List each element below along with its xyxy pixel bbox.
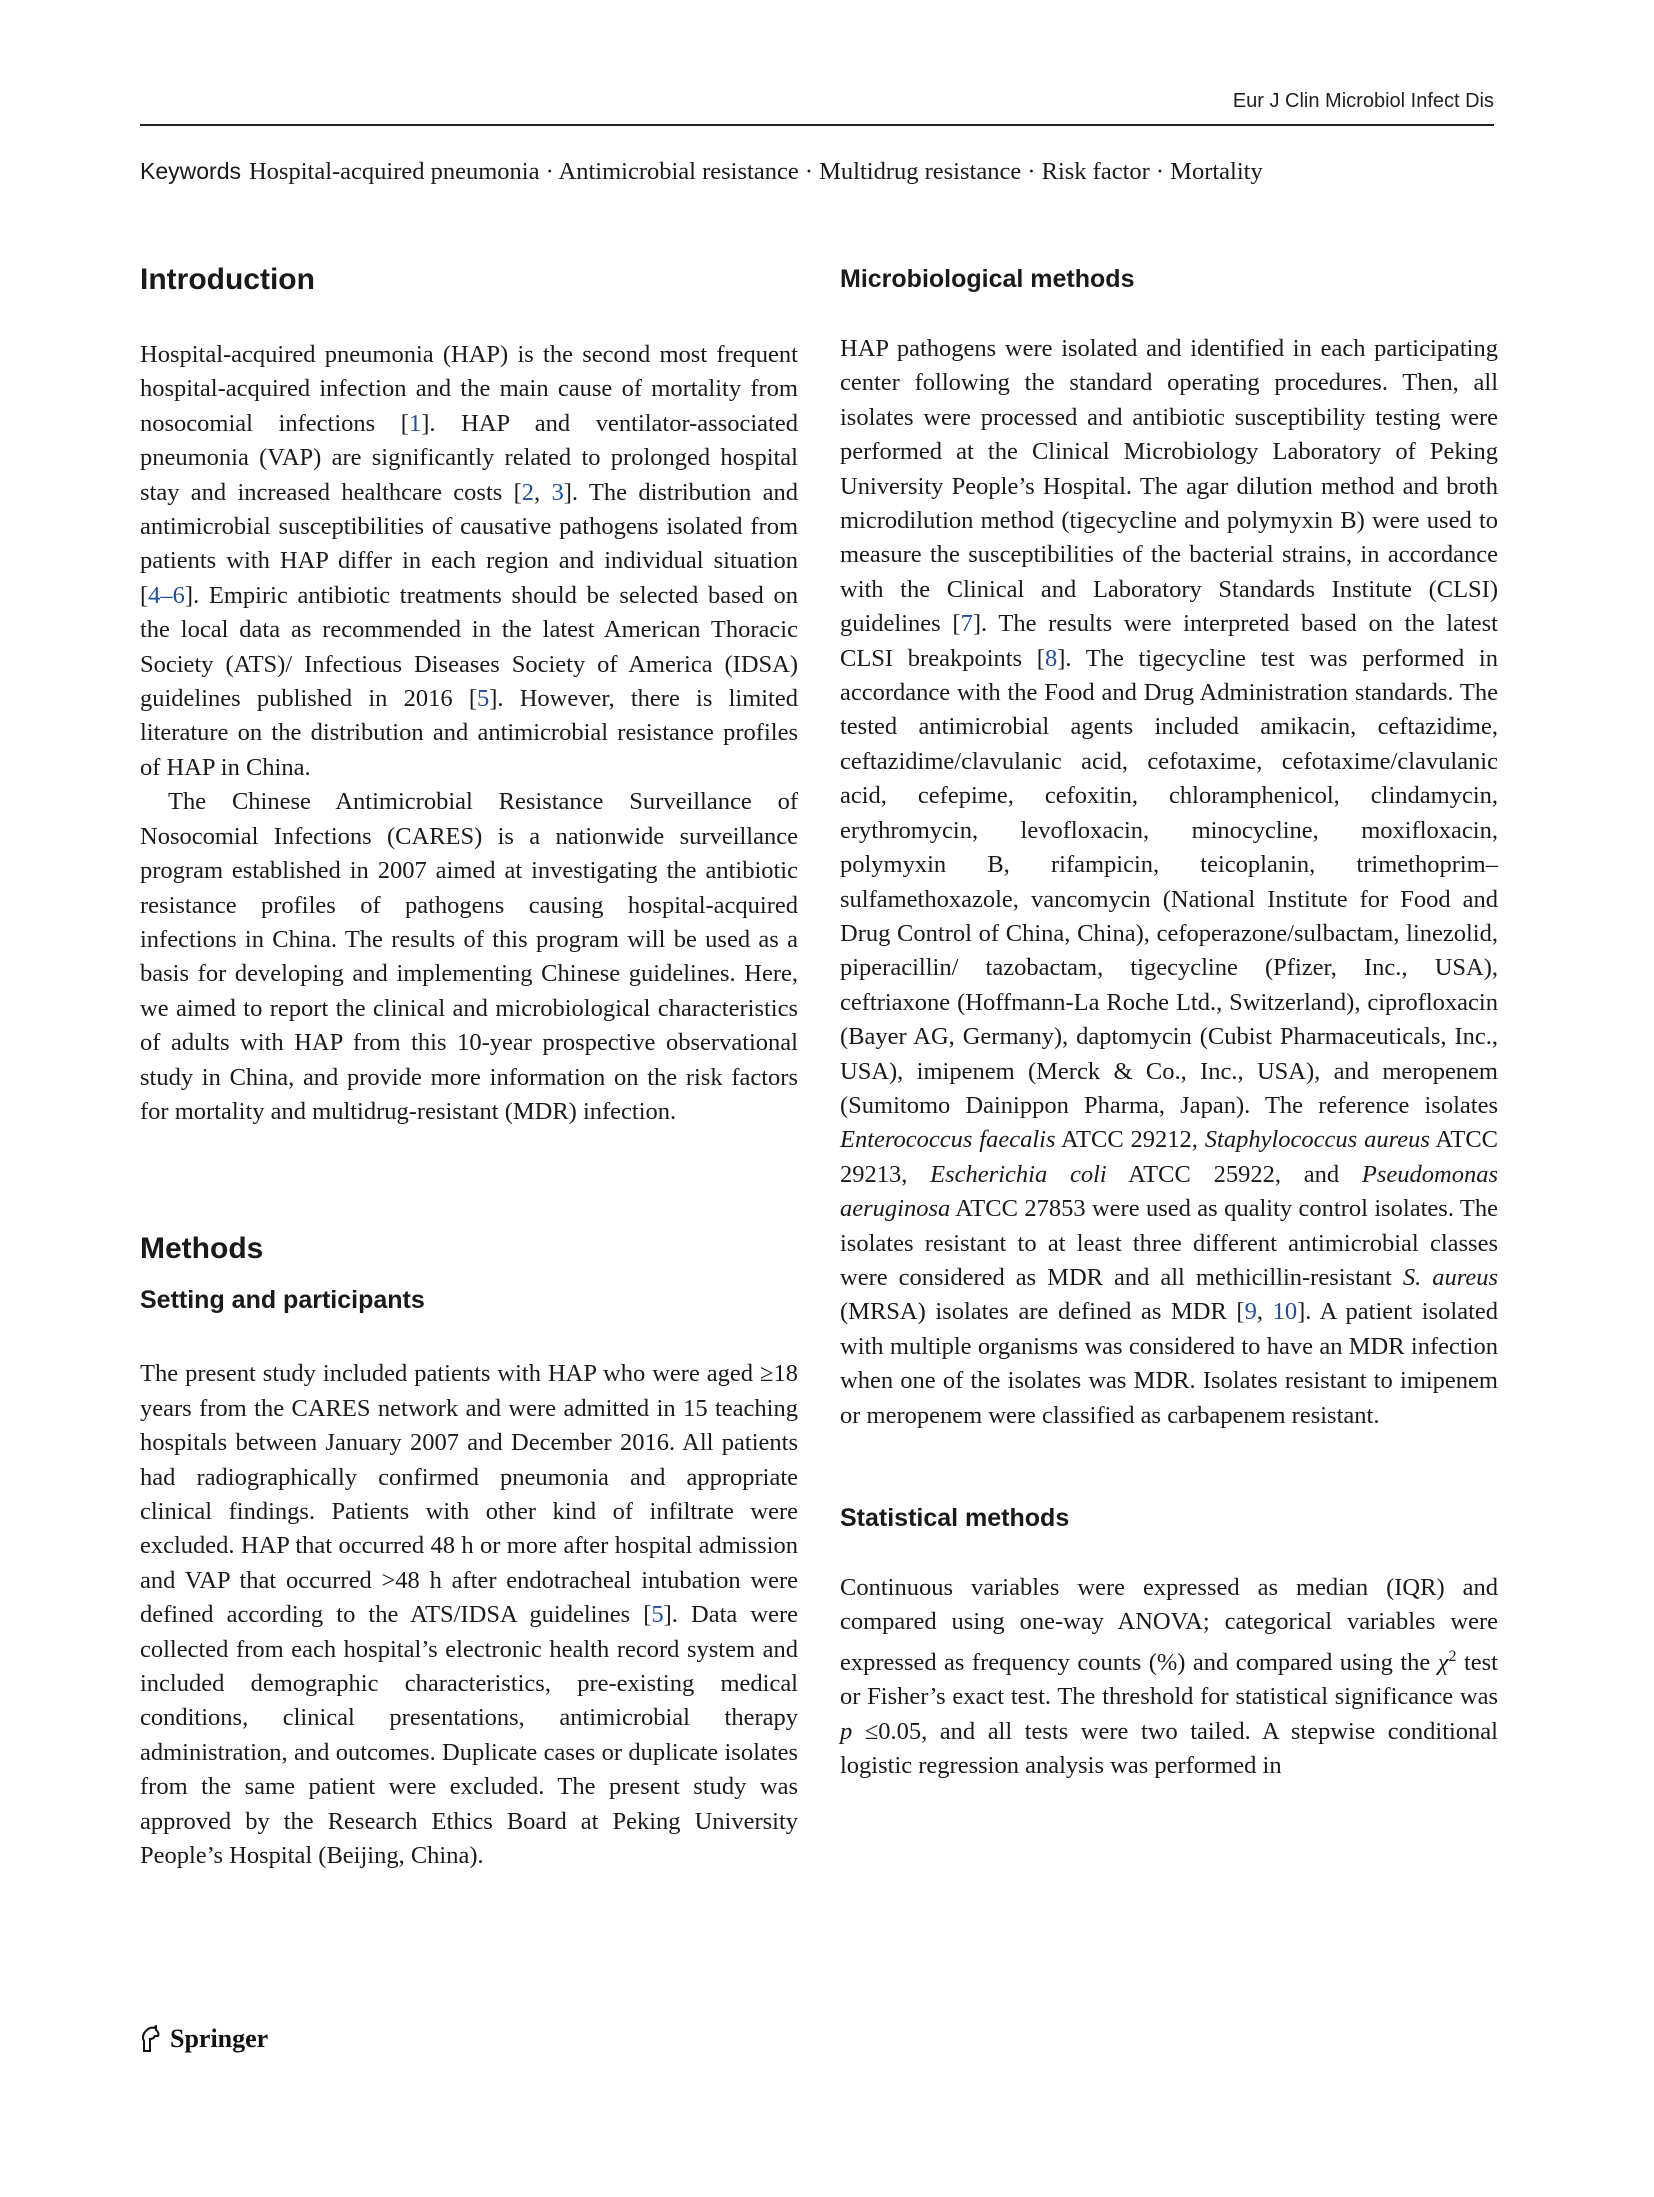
statistical-methods-heading: Statistical methods <box>840 1504 1070 1532</box>
journal-title: Eur J Clin Microbiol Infect Dis <box>1232 90 1494 112</box>
microbiological-methods-heading: Microbiological methods <box>840 265 1135 293</box>
left-column <box>140 262 798 1873</box>
methods-heading: Methods <box>140 1232 264 1266</box>
keywords-text: Hospital-acquired pneumonia · Antimicrobial resistance · Multidrug resistance · Risk factor · Mortality <box>248 158 1263 185</box>
introduction-paragraph-1: Hospital-acquired pneumonia (HAP) is the second most frequent hospital-acquired infection and the main cause of mortality from nosocomial infections [1]. HAP and ventilator-associated pneumonia (VAP) are significantly related to prolonged hospital stay and increased healthcare costs [2, 3]. The distribution and antimicrobial susceptibilities of causative pathogens isolated from patients with HAP differ in each region and individual situation [4–6]. Empiric antibiotic treatments should be selected based on the local data as recommended in the latest American Thoracic Society (ATS)/ Infectious Diseases Society of America (IDSA) guidelines published in 2016 [5]. However, there is limited literature on the distribution and antimicrobial resistance profiles of HAP in China. <box>140 341 798 781</box>
citation-link[interactable]: 2 <box>521 478 535 506</box>
springer-horse-icon <box>138 2025 162 2053</box>
setting-heading: Setting and participants <box>140 1286 425 1315</box>
citation-link[interactable]: 3 <box>551 478 564 506</box>
introduction-heading: Introduction <box>140 263 315 296</box>
keywords-line <box>140 158 1500 186</box>
right-column <box>840 264 1498 1784</box>
introduction-paragraph-2: The Chinese Antimicrobial Resistance Surveillance of Nosocomial Infections (CARES) is a nationwide surveillance program established in 2007 aimed at investigating the antibiotic resistance profiles of pathogens causing hospital-acquired infections in China. The results of this program will be used as a basis for developing and implementing Chinese guidelines. Here, we aimed to report the clinical and microbiological characteristics of adults with HAP from this 10-year prospective observational study in China, and provide more information on the risk factors for mortality and multidrug-resistant (MDR) infection. <box>140 788 798 1125</box>
citation-link[interactable]: 5 <box>651 1601 664 1629</box>
citation-link[interactable]: 1 <box>408 409 422 437</box>
citation-link[interactable]: 8 <box>1044 644 1058 672</box>
citation-link[interactable]: 7 <box>960 610 973 638</box>
citation-link[interactable]: 4–6 <box>148 581 185 609</box>
citation-link[interactable]: 10 <box>1272 1298 1298 1326</box>
statistical-methods-paragraph: Continuous variables were expressed as median (IQR) and compared using one-way ANOVA; categorical variables were expressed as frequency counts (%) and compared using the $\chi^2$ test or Fisher’s exact test. The threshold for statistical significance was p ≤0.05, and all tests were two tailed. A stepwise conditional logistic regression analysis was performed in <box>840 1574 1498 1780</box>
publisher-name: Springer <box>170 2024 269 2053</box>
setting-paragraph: The present study included patients with HAP who were aged ≥18 years from the CARES network and were admitted in 15 teaching hospitals between January 2007 and December 2016. All patients had radiographically confirmed pneumonia and appropriate clinical findings. Patients with other kind of infiltrate were excluded. HAP that occurred 48 h or more after hospital admission and VAP that occurred >48 h after endotracheal intubation were defined according to the ATS/IDSA guidelines [5]. Data were collected from each hospital’s electronic health record system and included demographic characteristics, pre-existing medical conditions, clinical presentations, antimicrobial therapy administration, and outcomes. Duplicate cases or duplicate isolates from the same patient were excluded. The present study was approved by the Research Ethics Board at Peking University People’s Hospital (Beijing, China). <box>140 1360 798 1870</box>
running-header <box>140 84 1494 126</box>
citation-link[interactable]: 5 <box>477 685 490 713</box>
microbiological-methods-paragraph: HAP pathogens were isolated and identified in each participating center following the standard operating procedures. Then, all isolates were processed and antibiotic susceptibility testing were performed at the Clinical Microbiology Laboratory of Peking University People’s Hospital. The agar dilution method and broth microdilution method (tigecycline and polymyxin B) were used to measure the susceptibilities of the bacterial strains, in accordance with the Clinical and Laboratory Standards Institute (CLSI) guidelines [7]. The results were interpreted based on the latest CLSI breakpoints [8]. The tigecycline test was performed in accordance with the Food and Drug Administration standards. The tested antimicrobial agents included amikacin, ceftazidime, ceftazidime/clavulanic acid, cefotaxime, cefotaxime/clavulanic acid, cefepime, cefoxitin, chloramphenicol, clindamycin, erythromycin, levofloxacin, minocycline, moxifloxacin, polymyxin B, rifampicin, teicoplanin, trimethoprim–sulfamethoxazole, vancomycin (National Institute for Food and Drug Control of China, China), cefoperazone/sulbactam, linezolid, piperacillin/ tazobactam, tigecycline (Pfizer, Inc., USA), ceftriaxone (Hoffmann-La Roche Ltd., Switzerland), ciprofloxacin (Bayer AG, Germany), daptomycin (Cubist Pharmaceuticals, Inc., USA), imipenem (Merck & Co., Inc., USA), and meropenem (Sumitomo Dainippon Pharma, Japan). The reference isolates Enterococcus faecalis ATCC 29212, Staphylococcus aureus ATCC 29213, Escherichia coli ATCC 25922, and Pseudomonas aeruginosa ATCC 27853 were used as quality control isolates. The isolates resistant to at least three different antimicrobial classes were considered as MDR and all methicillin-resistant S. aureus (MRSA) isolates are defined as MDR [9, 10]. A patient isolated with multiple organisms was considered to have an MDR infection when one of the isolates was MDR. Isolates resistant to imipenem or meropenem were classified as carbapenem resistant. <box>840 335 1499 1429</box>
keywords-label: Keywords <box>140 158 241 184</box>
citation-link[interactable]: 9 <box>1244 1298 1257 1326</box>
publisher-footer <box>138 2024 268 2054</box>
